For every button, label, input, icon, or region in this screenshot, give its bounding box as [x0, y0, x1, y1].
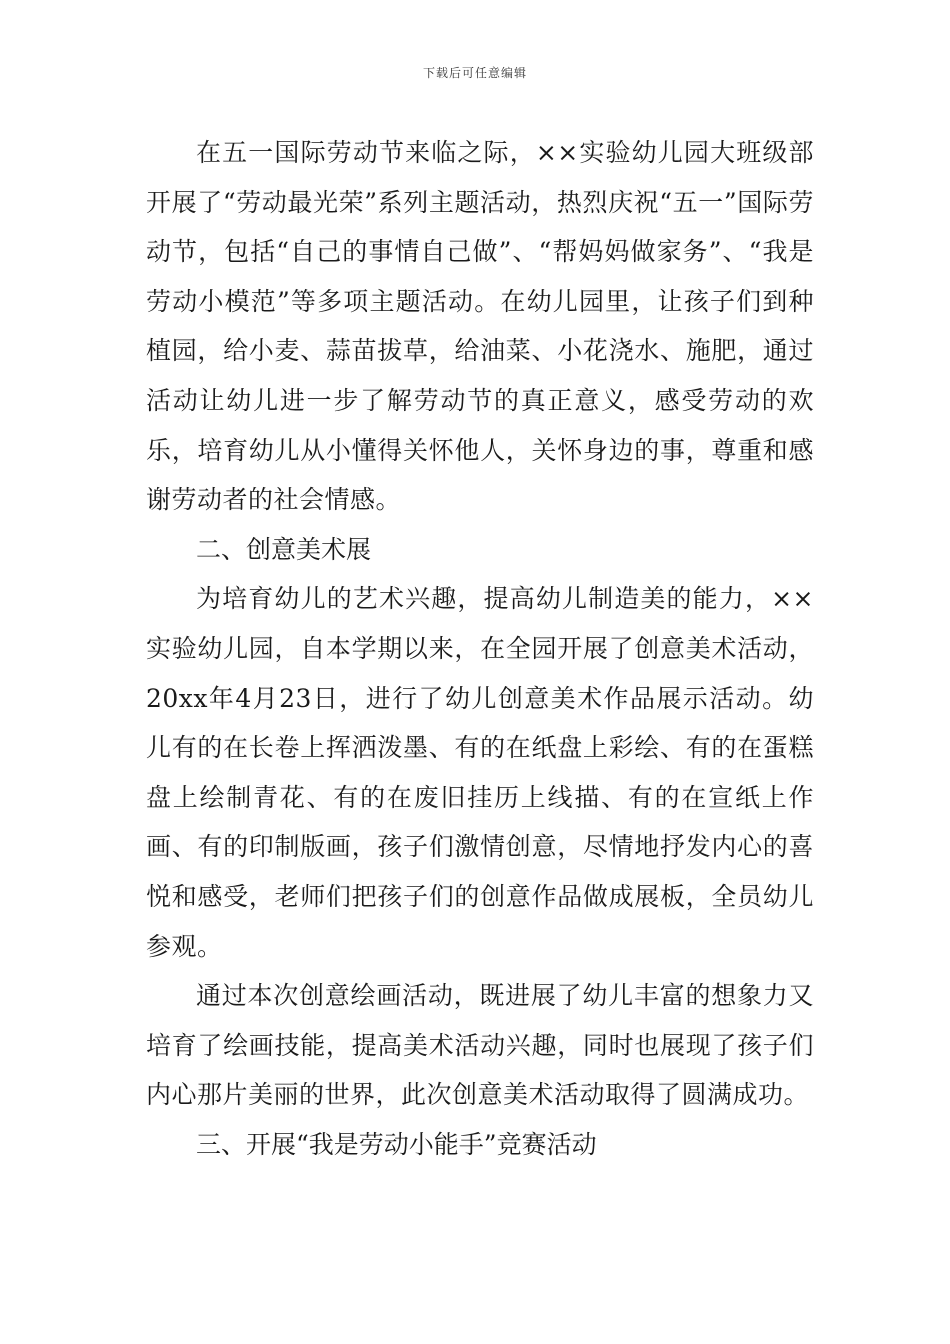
section-heading-labor-contest: 三、开展“我是劳动小能手”竞赛活动: [196, 1129, 597, 1159]
paragraph-art-summary: 通过本次创意绘画活动，既进展了幼儿丰富的想象力又培育了绘画技能，提高美术活动兴趣，同时也展现了孩子们内心那片美丽的世界，此次创意美术活动取得了圆满成功。: [146, 981, 814, 1110]
document-body: [146, 128, 814, 1169]
page-header: 下载后可任意编辑: [422, 66, 527, 80]
paragraph-art-exhibition: 为培育幼儿的艺术兴趣，提高幼儿制造美的能力，××实验幼儿园，自本学期以来，在全园开展了创意美术活动，20xx年4月23日，进行了幼儿创意美术作品展示活动。幼儿有的在长卷上挥洒泼墨、有的在纸盘上彩绘、有的在蛋糕盘上绘制青花、有的在废旧挂历上线描、有的在宣纸上作画、有的印制版画，孩子们激情创意，尽情地抒发内心的喜悦和感受，老师们把孩子们的创意作品做成展板，全员幼儿参观。: [146, 584, 814, 961]
section-heading-art-exhibition: 二、创意美术展: [196, 534, 372, 564]
paragraph-labor-day: 在五一国际劳动节来临之际，××实验幼儿园大班级部开展了“劳动最光荣”系列主题活动，热烈庆祝“五一”国际劳动节，包括“自己的事情自己做”、“帮妈妈做家务”、“我是劳动小模范”等多项主题活动。在幼儿园里，让孩子们到种植园，给小麦、蒜苗拔草，给油菜、小花浇水、施肥，通过活动让幼儿进一步了解劳动节的真正意义，感受劳动的欢乐，培育幼儿从小懂得关怀他人，关怀身边的事，尊重和感谢劳动者的社会情感。: [146, 138, 814, 515]
